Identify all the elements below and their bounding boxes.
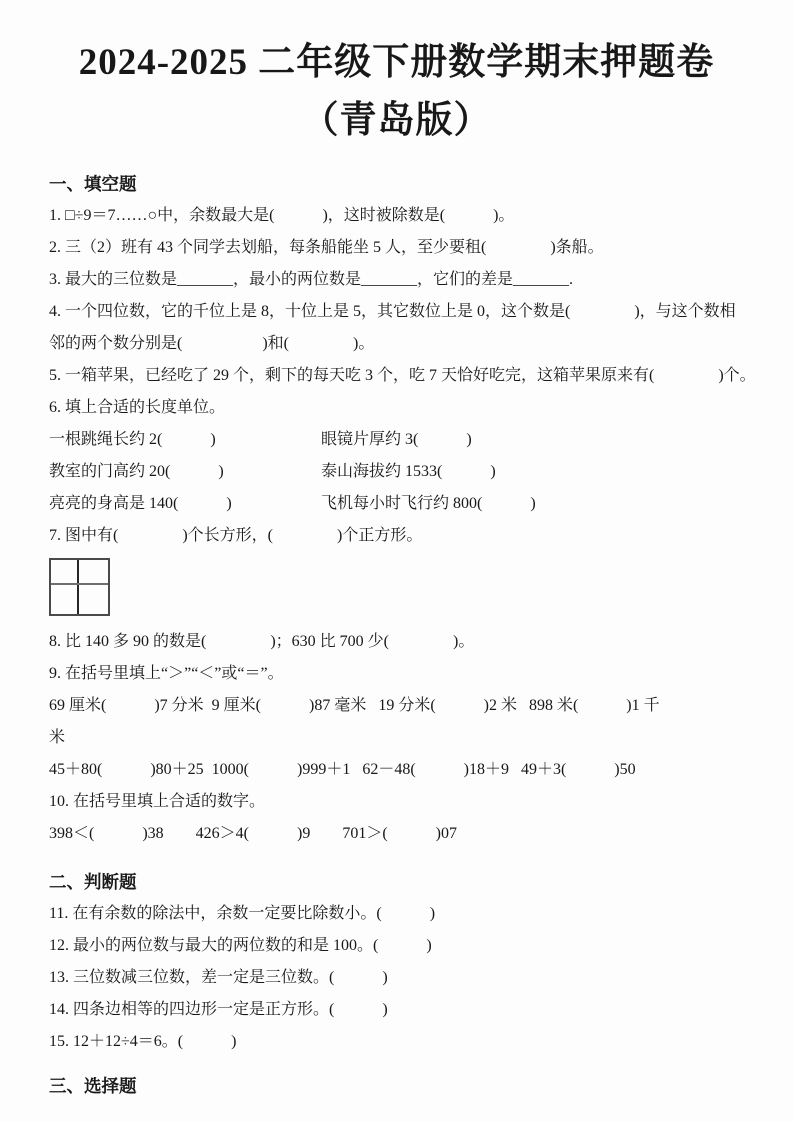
question-3: 3. 最大的三位数是_______，最小的两位数是_______，它们的差是_______.: [49, 271, 574, 288]
grid-horizontal-line: [51, 583, 108, 585]
question-6: 6. 填上合适的长度单位。: [49, 399, 226, 416]
q6-item-door: 教室的门高约 20( ): [49, 463, 224, 480]
grid-figure: [49, 558, 110, 616]
question-8: 8. 比 140 多 90 的数是( )；630 比 700 少( )。: [49, 633, 475, 650]
question-1: 1. □÷9＝7……○中，余数最大是( )，这时被除数是( )。: [49, 207, 515, 224]
question-13: 13. 三位数减三位数，差一定是三位数。( ): [49, 969, 388, 986]
q6-item-jump-rope: 一根跳绳长约 2( ): [49, 431, 216, 448]
page-title-line1: 2024-2025 二年级下册数学期末押题卷: [78, 42, 715, 83]
question-14: 14. 四条边相等的四边形一定是正方形。( ): [49, 1001, 388, 1018]
grid-vertical-line: [77, 560, 79, 614]
question-15: 15. 12＋12÷4＝6。( ): [49, 1033, 237, 1050]
question-4-line2: 邻的两个数分别是( )和( )。: [49, 335, 375, 352]
question-7: 7. 图中有( )个长方形，( )个正方形。: [49, 527, 423, 544]
question-9-row-1: 69 厘米( )7 分米 9 厘米( )87 毫米 19 分米( )2 米 898 米( )1 千: [49, 697, 660, 714]
page-title-line2: （青岛版）: [301, 100, 492, 141]
question-6-row-1: [0, 424, 793, 456]
q6-item-plane: 飞机每小时飞行约 800( ): [321, 495, 536, 512]
question-6-row-2: [0, 456, 793, 488]
question-10: 10. 在括号里填上合适的数字。: [49, 793, 266, 810]
section-heading-true-false: 二、判断题: [49, 872, 137, 892]
question-11: 11. 在有余数的除法中，余数一定要比除数小。( ): [49, 905, 436, 922]
question-10-row: 398＜( )38 426＞4( )9 701＞( )07: [49, 825, 457, 842]
q6-item-lens: 眼镜片厚约 3( ): [321, 431, 472, 448]
section-heading-multiple-choice: 三、选择题: [49, 1076, 137, 1096]
q6-item-height: 亮亮的身高是 140( ): [49, 495, 232, 512]
question-9-row-2: 45＋80( )80＋25 1000( )999＋1 62－48( )18＋9 49＋3( )50: [49, 761, 636, 778]
question-12: 12. 最小的两位数与最大的两位数的和是 100。( ): [49, 937, 432, 954]
question-9-row-1-wrap: 米: [49, 729, 66, 746]
q6-item-mount-tai: 泰山海拔约 1533( ): [321, 463, 496, 480]
section-heading-fill-in-blanks: 一、填空题: [49, 174, 137, 194]
question-2: 2. 三（2）班有 43 个同学去划船，每条船能坐 5 人，至少要租( )条船。: [49, 239, 604, 256]
question-6-row-3: [0, 488, 793, 520]
question-4-line1: 4. 一个四位数，它的千位上是 8，十位上是 5，其它数位上是 0，这个数是( )，与这个数相: [49, 303, 736, 320]
question-9: 9. 在括号里填上“＞”“＜”或“＝”。: [49, 665, 284, 682]
question-5: 5. 一箱苹果，已经吃了 29 个，剩下的每天吃 3 个，吃 7 天恰好吃完，这箱苹果原来有( )个。: [49, 367, 756, 384]
